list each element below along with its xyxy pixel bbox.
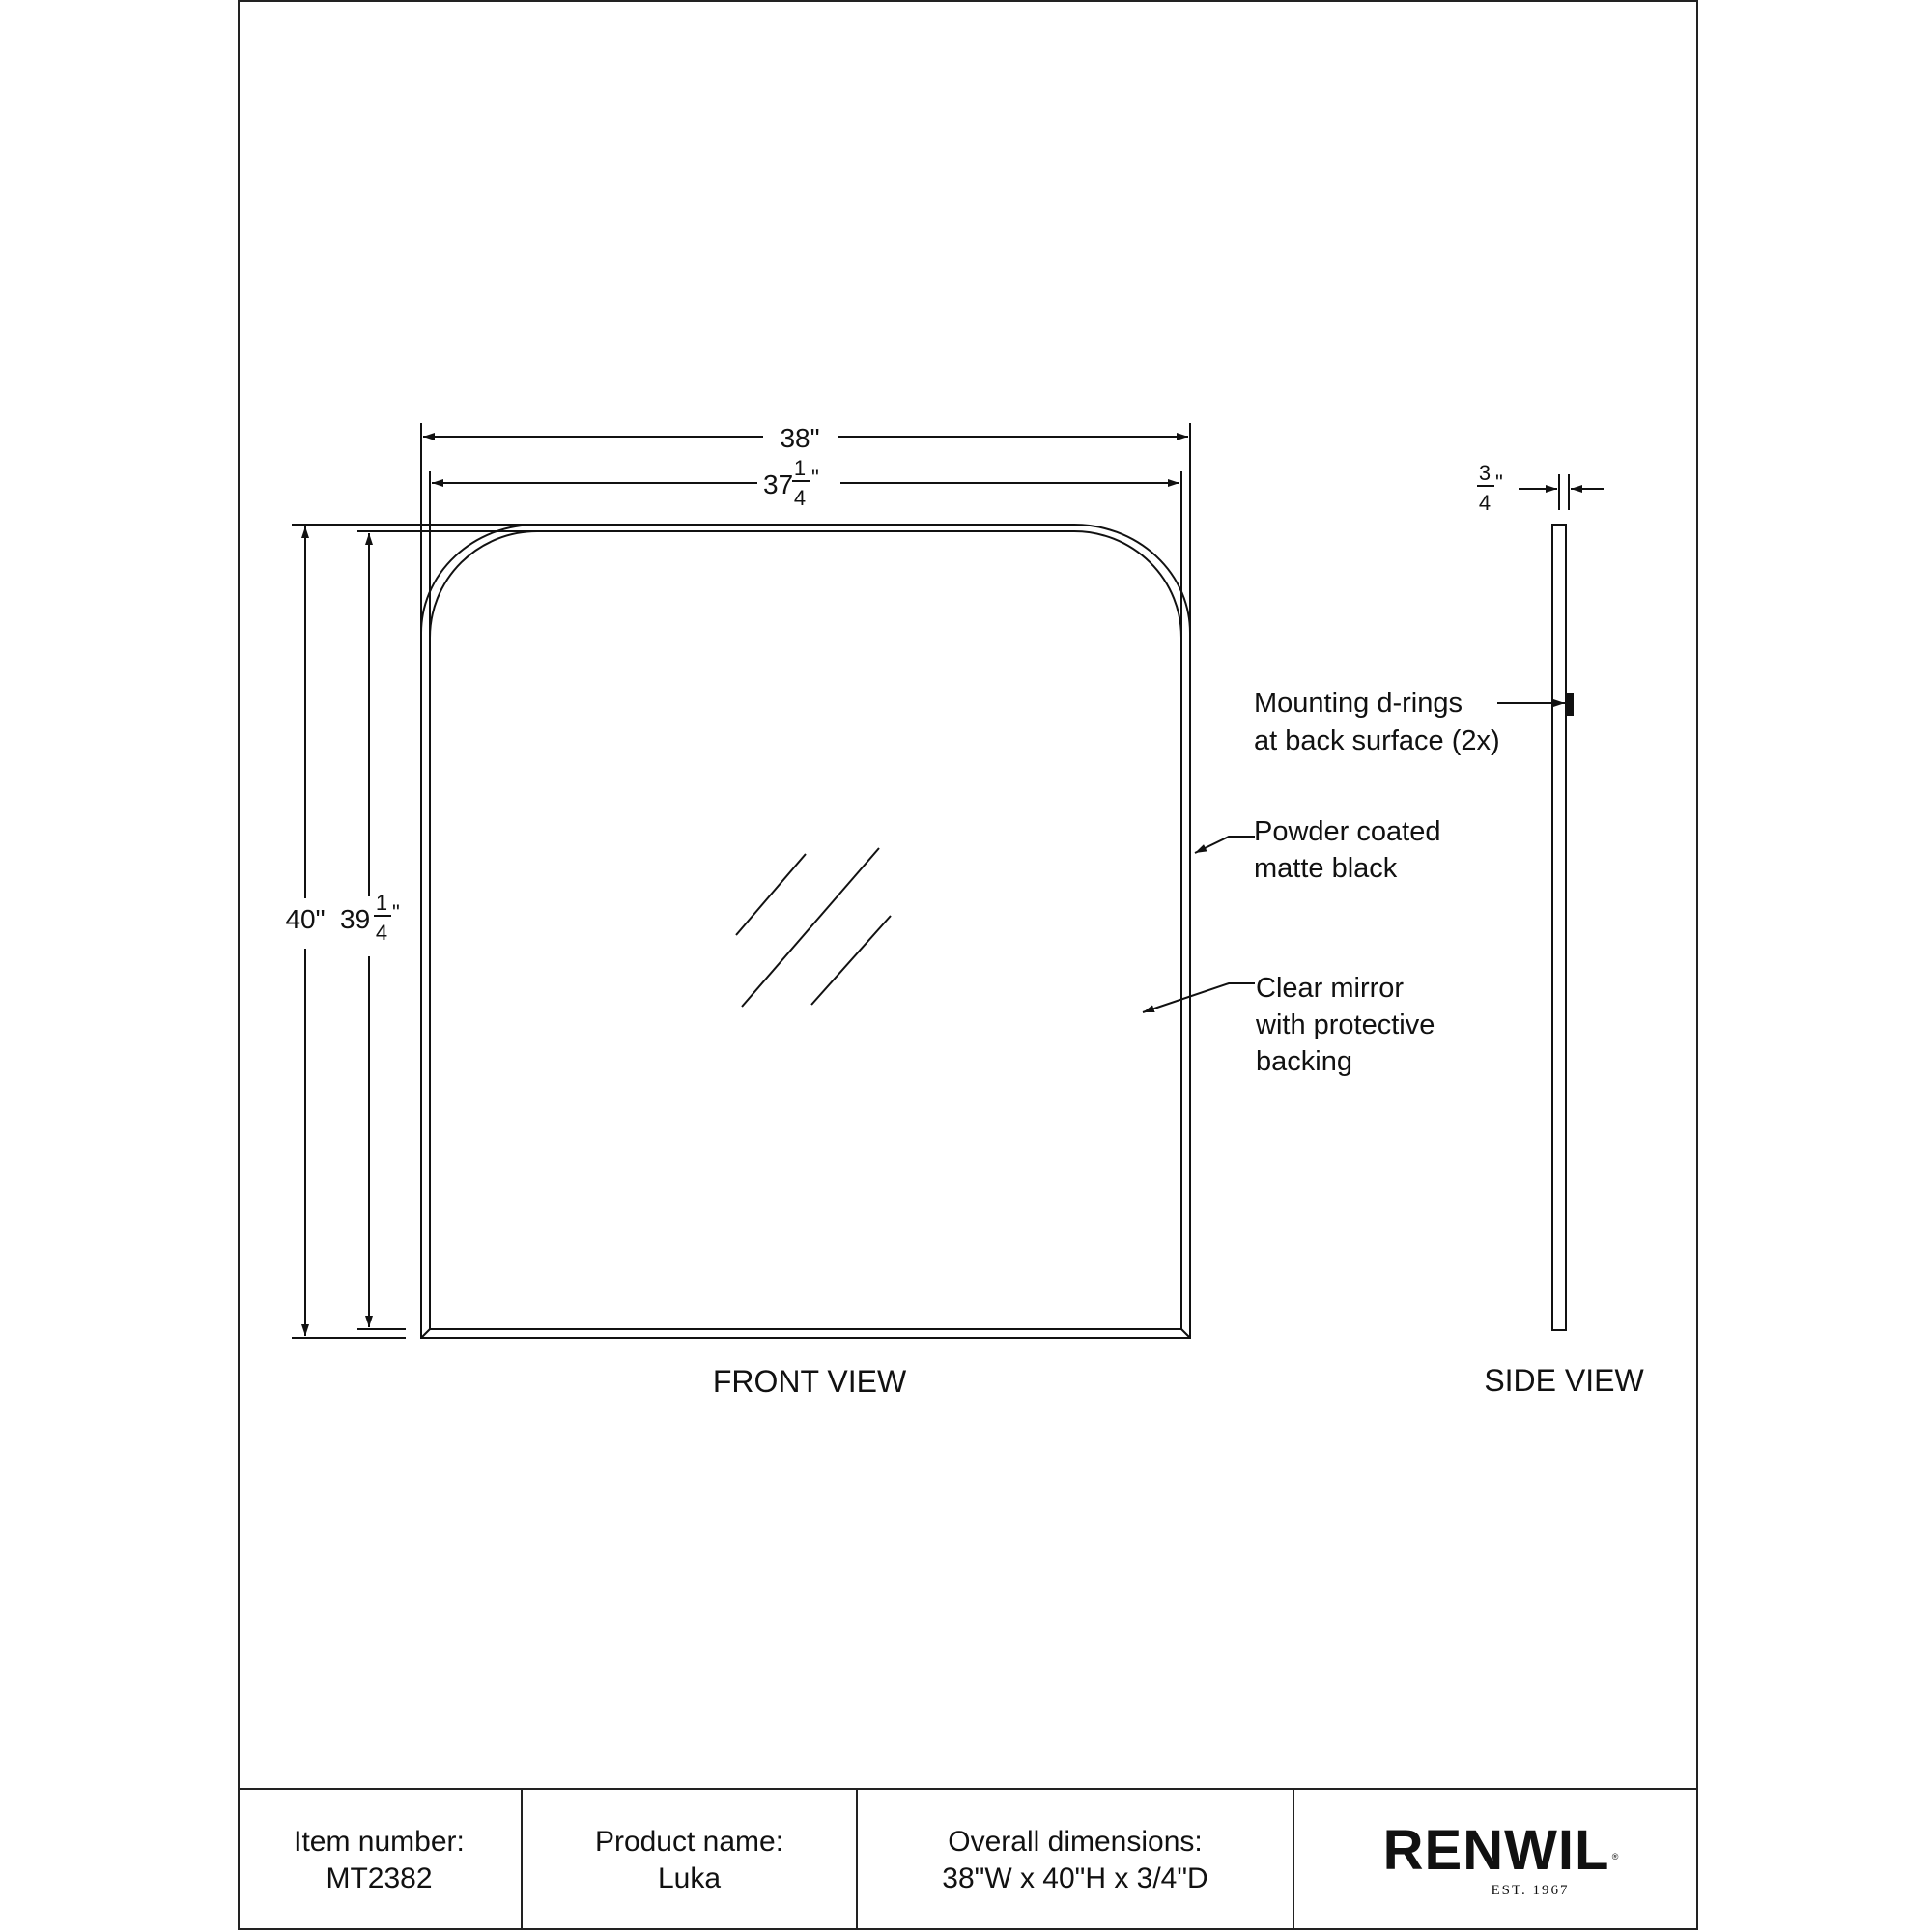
- item-number-value: MT2382: [326, 1861, 433, 1894]
- brand-logo: [1294, 1790, 1698, 1930]
- side-profile: [1552, 525, 1566, 1330]
- svg-text:3: 3: [1478, 461, 1492, 485]
- product-name-label: Product name:: [594, 1825, 784, 1858]
- front-view: [421, 525, 1190, 1338]
- callout-mounting: [1254, 688, 1500, 756]
- svg-text:4: 4: [375, 921, 388, 945]
- svg-text:": ": [392, 900, 400, 924]
- svg-text:backing: backing: [1256, 1046, 1352, 1077]
- svg-text:39: 39: [340, 904, 371, 934]
- svg-text:37: 37: [763, 469, 794, 499]
- inner-width-label: [763, 456, 819, 510]
- brand-established: EST. 1967: [1491, 1882, 1570, 1898]
- product-name-value: Luka: [657, 1861, 722, 1894]
- callout-finish: [1254, 816, 1440, 884]
- svg-text:with protective: with protective: [1256, 1009, 1435, 1040]
- callout-mirror: [1255, 973, 1435, 1077]
- svg-text:Clear mirror: Clear mirror: [1256, 973, 1405, 1004]
- svg-text:": ": [811, 466, 819, 490]
- brand-wordmark: RENWIL ®: [1382, 1818, 1620, 1882]
- overall-dimensions-label: Overall dimensions:: [948, 1825, 1203, 1858]
- item-number-label: Item number:: [294, 1825, 465, 1858]
- d-ring: [1568, 694, 1573, 715]
- svg-text:Mounting d-rings: Mounting d-rings: [1254, 688, 1463, 719]
- outer-height-label: 40": [285, 904, 326, 934]
- front-view-caption: FRONT VIEW: [712, 1364, 907, 1399]
- overall-dimensions-cell: [858, 1790, 1294, 1930]
- svg-text:matte black: matte black: [1254, 853, 1398, 884]
- glass-reflection-lines: [736, 848, 891, 1007]
- depth-label: [1477, 461, 1503, 515]
- product-name-cell: [523, 1790, 858, 1930]
- outer-width-label: 38": [780, 423, 820, 453]
- svg-text:at back surface (2x): at back surface (2x): [1254, 725, 1500, 756]
- overall-dimensions-value: 38"W x 40"H x 3/4"D: [942, 1861, 1208, 1894]
- side-view-caption: SIDE VIEW: [1484, 1363, 1644, 1398]
- title-block: [238, 1788, 1698, 1930]
- side-view: [1519, 474, 1604, 1330]
- height-dimensions: [292, 525, 541, 1338]
- svg-text:4: 4: [793, 486, 807, 510]
- svg-text:Powder coated: Powder coated: [1254, 816, 1441, 847]
- item-number-cell: [238, 1790, 523, 1930]
- svg-text:": ": [1495, 470, 1503, 495]
- svg-text:1: 1: [793, 456, 807, 480]
- inner-height-label: [340, 891, 400, 945]
- svg-text:1: 1: [375, 891, 388, 915]
- svg-text:4: 4: [1478, 491, 1492, 515]
- mirror-outer-frame: [421, 525, 1190, 1338]
- mirror-inner-frame: [430, 531, 1181, 1329]
